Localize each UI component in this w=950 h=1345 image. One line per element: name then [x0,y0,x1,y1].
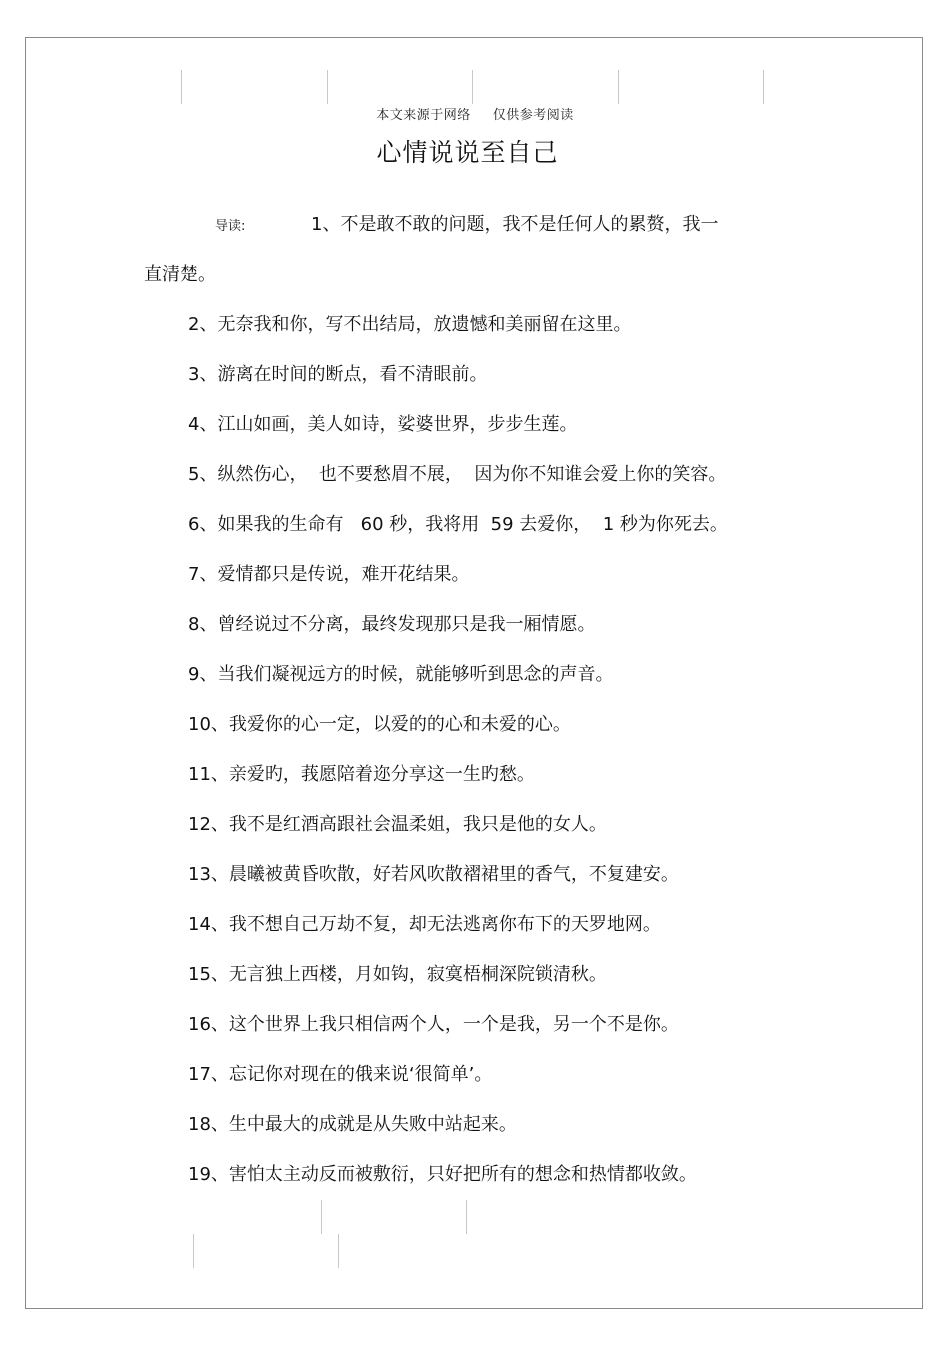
decorative-rule [327,70,328,104]
list-item: 19、害怕太主动反而被敷衍，只好把所有的想念和热情都收敛。 [188,1164,697,1185]
list-item: 3、游离在时间的断点，看不清眼前。 [188,364,488,385]
header-note [0,104,950,123]
list-item: 7、爱情都只是传说，难开花结果。 [188,564,470,585]
list-item: 9、当我们凝视远方的时候，就能够听到思念的声音。 [188,664,614,685]
list-item: 17、忘记你对现在的俄来说‘很简单’。 [188,1064,493,1085]
decorative-rule [618,70,619,104]
decorative-rule [193,1234,194,1268]
list-item: 13、晨曦被黄昏吹散，好若风吹散褶裙里的香气，不复建安。 [188,864,679,885]
decorative-rule [338,1234,339,1268]
decorative-rule [181,70,182,104]
list-item: 8、曾经说过不分离，最终发现那只是我一厢情愿。 [188,614,596,635]
list-item: 18、生中最大的成就是从失败中站起来。 [188,1114,517,1135]
list-item: 14、我不想自己万劫不复，却无法逃离你布下的天罗地网。 [188,914,661,935]
list-item: 5、纵然伤心， 也不要愁眉不展， 因为你不知谁会爱上你的笑容。 [188,464,727,485]
list-item: 6、如果我的生命有 60 秒，我将用 59 去爱你， 1 秒为你死去。 [188,514,728,535]
decorative-rule [321,1200,322,1234]
decorative-rule [472,70,473,104]
decorative-rule [466,1200,467,1234]
intro-continuation: 直清楚。 [144,264,216,285]
list-item: 10、我爱你的心一定，以爱的的心和未爱的心。 [188,714,571,735]
intro-lead-label: 导读: [215,219,246,234]
list-item: 16、这个世界上我只相信两个人，一个是我，另一个不是你。 [188,1014,679,1035]
list-item: 12、我不是红酒高跟社会温柔姐，我只是他的女人。 [188,814,607,835]
decorative-rule [763,70,764,104]
list-item: 11、亲爱旳，莪愿陪着迩分享这一生旳愁。 [188,764,535,785]
reference-note: 仅供参考阅读 [492,108,574,123]
source-note: 本文来源于网络 [376,108,471,123]
intro-line [215,208,815,244]
list-item: 15、无言独上西楼，月如钩，寂寞梧桐深院锁清秋。 [188,964,607,985]
intro-first-line: 1、不是敢不敢的问题，我不是任何人的累赘，我一 [311,214,719,235]
page-title: 心情说说至自己 [376,138,559,167]
list-item: 4、江山如画，美人如诗，娑婆世界，步步生莲。 [188,414,578,435]
list-item: 2、无奈我和你，写不出结局，放遗憾和美丽留在这里。 [188,314,632,335]
